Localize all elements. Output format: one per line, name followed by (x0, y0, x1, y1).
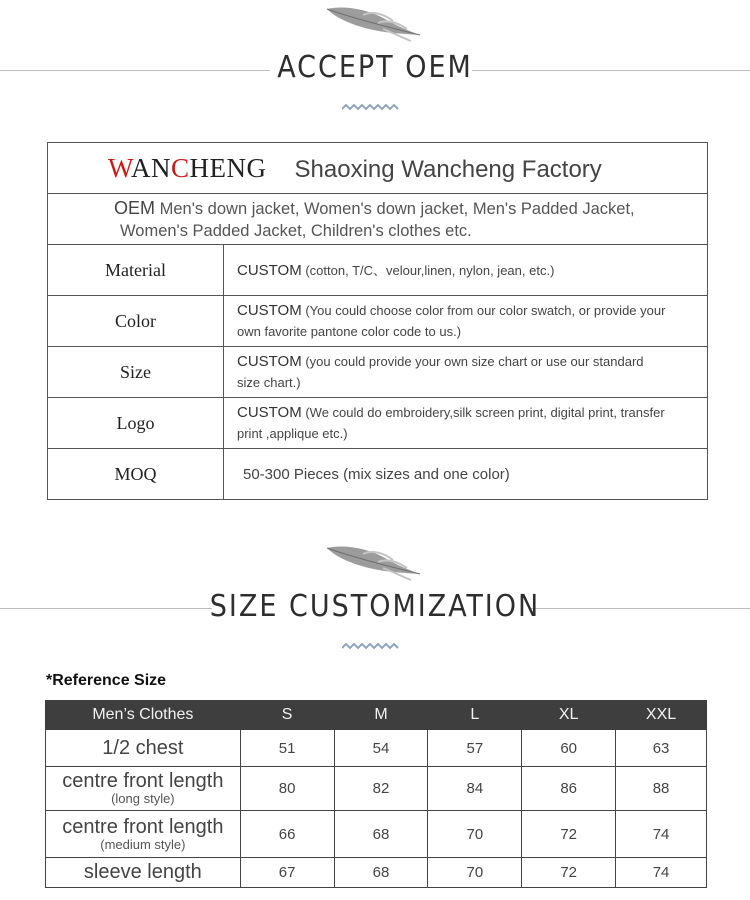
table-cell: 57 (428, 730, 522, 767)
row-value-logo (224, 398, 708, 449)
row-text-2: own favorite pantone color code to us.) (237, 324, 462, 339)
factory-name: Shaoxing Wancheng Factory (294, 155, 602, 183)
header-size-l: L (428, 701, 522, 730)
row-label-logo: Logo (48, 398, 224, 449)
table-cell: 70 (428, 858, 522, 888)
custom-tag: CUSTOM (237, 261, 302, 279)
brand-row (48, 143, 708, 194)
header-size-m: M (334, 701, 428, 730)
brand-logo (108, 153, 267, 184)
reference-size-label: *Reference Size (46, 672, 167, 689)
row-name-text: 1/2 chest (102, 736, 184, 759)
table-row (46, 858, 707, 888)
table-cell: 51 (240, 730, 334, 767)
zigzag-ornament (342, 641, 400, 651)
table-cell: 84 (428, 767, 522, 811)
row-name-text: centre front length (62, 770, 224, 792)
table-cell: 88 (616, 767, 707, 811)
brand-letters-heng: HENG (189, 152, 267, 183)
table-cell: 68 (334, 858, 428, 888)
row-name-sub: (medium style) (100, 836, 186, 852)
table-cell: 86 (522, 767, 616, 811)
row-text: (You could choose color from our color swatch, or provide your (301, 303, 666, 318)
row-text-2: print ,applique etc.) (237, 426, 348, 441)
row-label-moq: MOQ (48, 449, 224, 500)
row-name (46, 730, 241, 767)
row-value-size (224, 347, 708, 398)
row-name-text: sleeve length (83, 861, 202, 883)
table-row (46, 730, 707, 767)
row-text: (you could provide your own size chart or use our standard (301, 354, 644, 369)
row-label-size: Size (48, 347, 224, 398)
custom-tag: CUSTOM (237, 404, 302, 421)
table-cell: 70 (428, 811, 522, 858)
brand-letters-an: AN (131, 152, 171, 183)
custom-tag: CUSTOM (237, 302, 302, 319)
products-prefix: OEM (114, 197, 156, 218)
table-cell: 68 (334, 811, 428, 858)
row-name-text: centre front length (62, 815, 224, 838)
products-line-2: Women's Padded Jacket, Children's clothes etc. (120, 221, 472, 240)
table-cell: 66 (240, 811, 334, 858)
row-name (46, 811, 241, 858)
table-cell: 72 (522, 811, 616, 858)
row-name (46, 858, 241, 888)
header-size-xxl: XXL (616, 701, 707, 730)
table-cell: 74 (616, 811, 707, 858)
feather-icon (323, 3, 423, 45)
row-value-material (224, 245, 708, 296)
oem-table (47, 142, 708, 500)
products-line-1: Men's down jacket, Women's down jacket, Men's Padded Jacket, (155, 199, 635, 218)
custom-tag: CUSTOM (237, 353, 302, 370)
header-size-xl: XL (522, 701, 616, 730)
feather-icon (323, 542, 423, 584)
brand-letter-w: W (108, 152, 131, 183)
products-row (48, 194, 708, 245)
row-name-sub: (long style) (111, 791, 175, 806)
row-text: (cotton, T/C、velour,linen, nylon, jean, etc.) (301, 262, 555, 278)
table-cell: 82 (334, 767, 428, 811)
row-text: 50-300 Pieces (mix sizes and one color) (243, 465, 510, 483)
row-label-color: Color (48, 296, 224, 347)
size-table-header (46, 701, 707, 730)
table-cell: 63 (616, 730, 707, 767)
header-clothes: Men’s Clothes (46, 701, 241, 730)
row-name (46, 767, 241, 811)
row-value-moq (224, 449, 708, 500)
table-cell: 60 (522, 730, 616, 767)
section-title-size-customization: SIZE CUSTOMIZATION (209, 589, 541, 624)
header-size-s: S (240, 701, 334, 730)
table-row (46, 767, 707, 811)
table-cell: 54 (334, 730, 428, 767)
brand-letter-c: C (171, 152, 190, 183)
size-table (45, 700, 707, 888)
row-text-2: size chart.) (237, 375, 301, 390)
section-title-accept-oem: ACCEPT OEM (277, 50, 473, 85)
row-text: (We could do embroidery,silk screen print, digital print, transfer (301, 405, 665, 420)
table-cell: 72 (522, 858, 616, 888)
zigzag-ornament (342, 102, 400, 112)
row-value-color (224, 296, 708, 347)
table-cell: 80 (240, 767, 334, 811)
table-cell: 67 (240, 858, 334, 888)
row-label-material: Material (48, 245, 224, 296)
table-cell: 74 (616, 858, 707, 888)
table-row (46, 811, 707, 858)
